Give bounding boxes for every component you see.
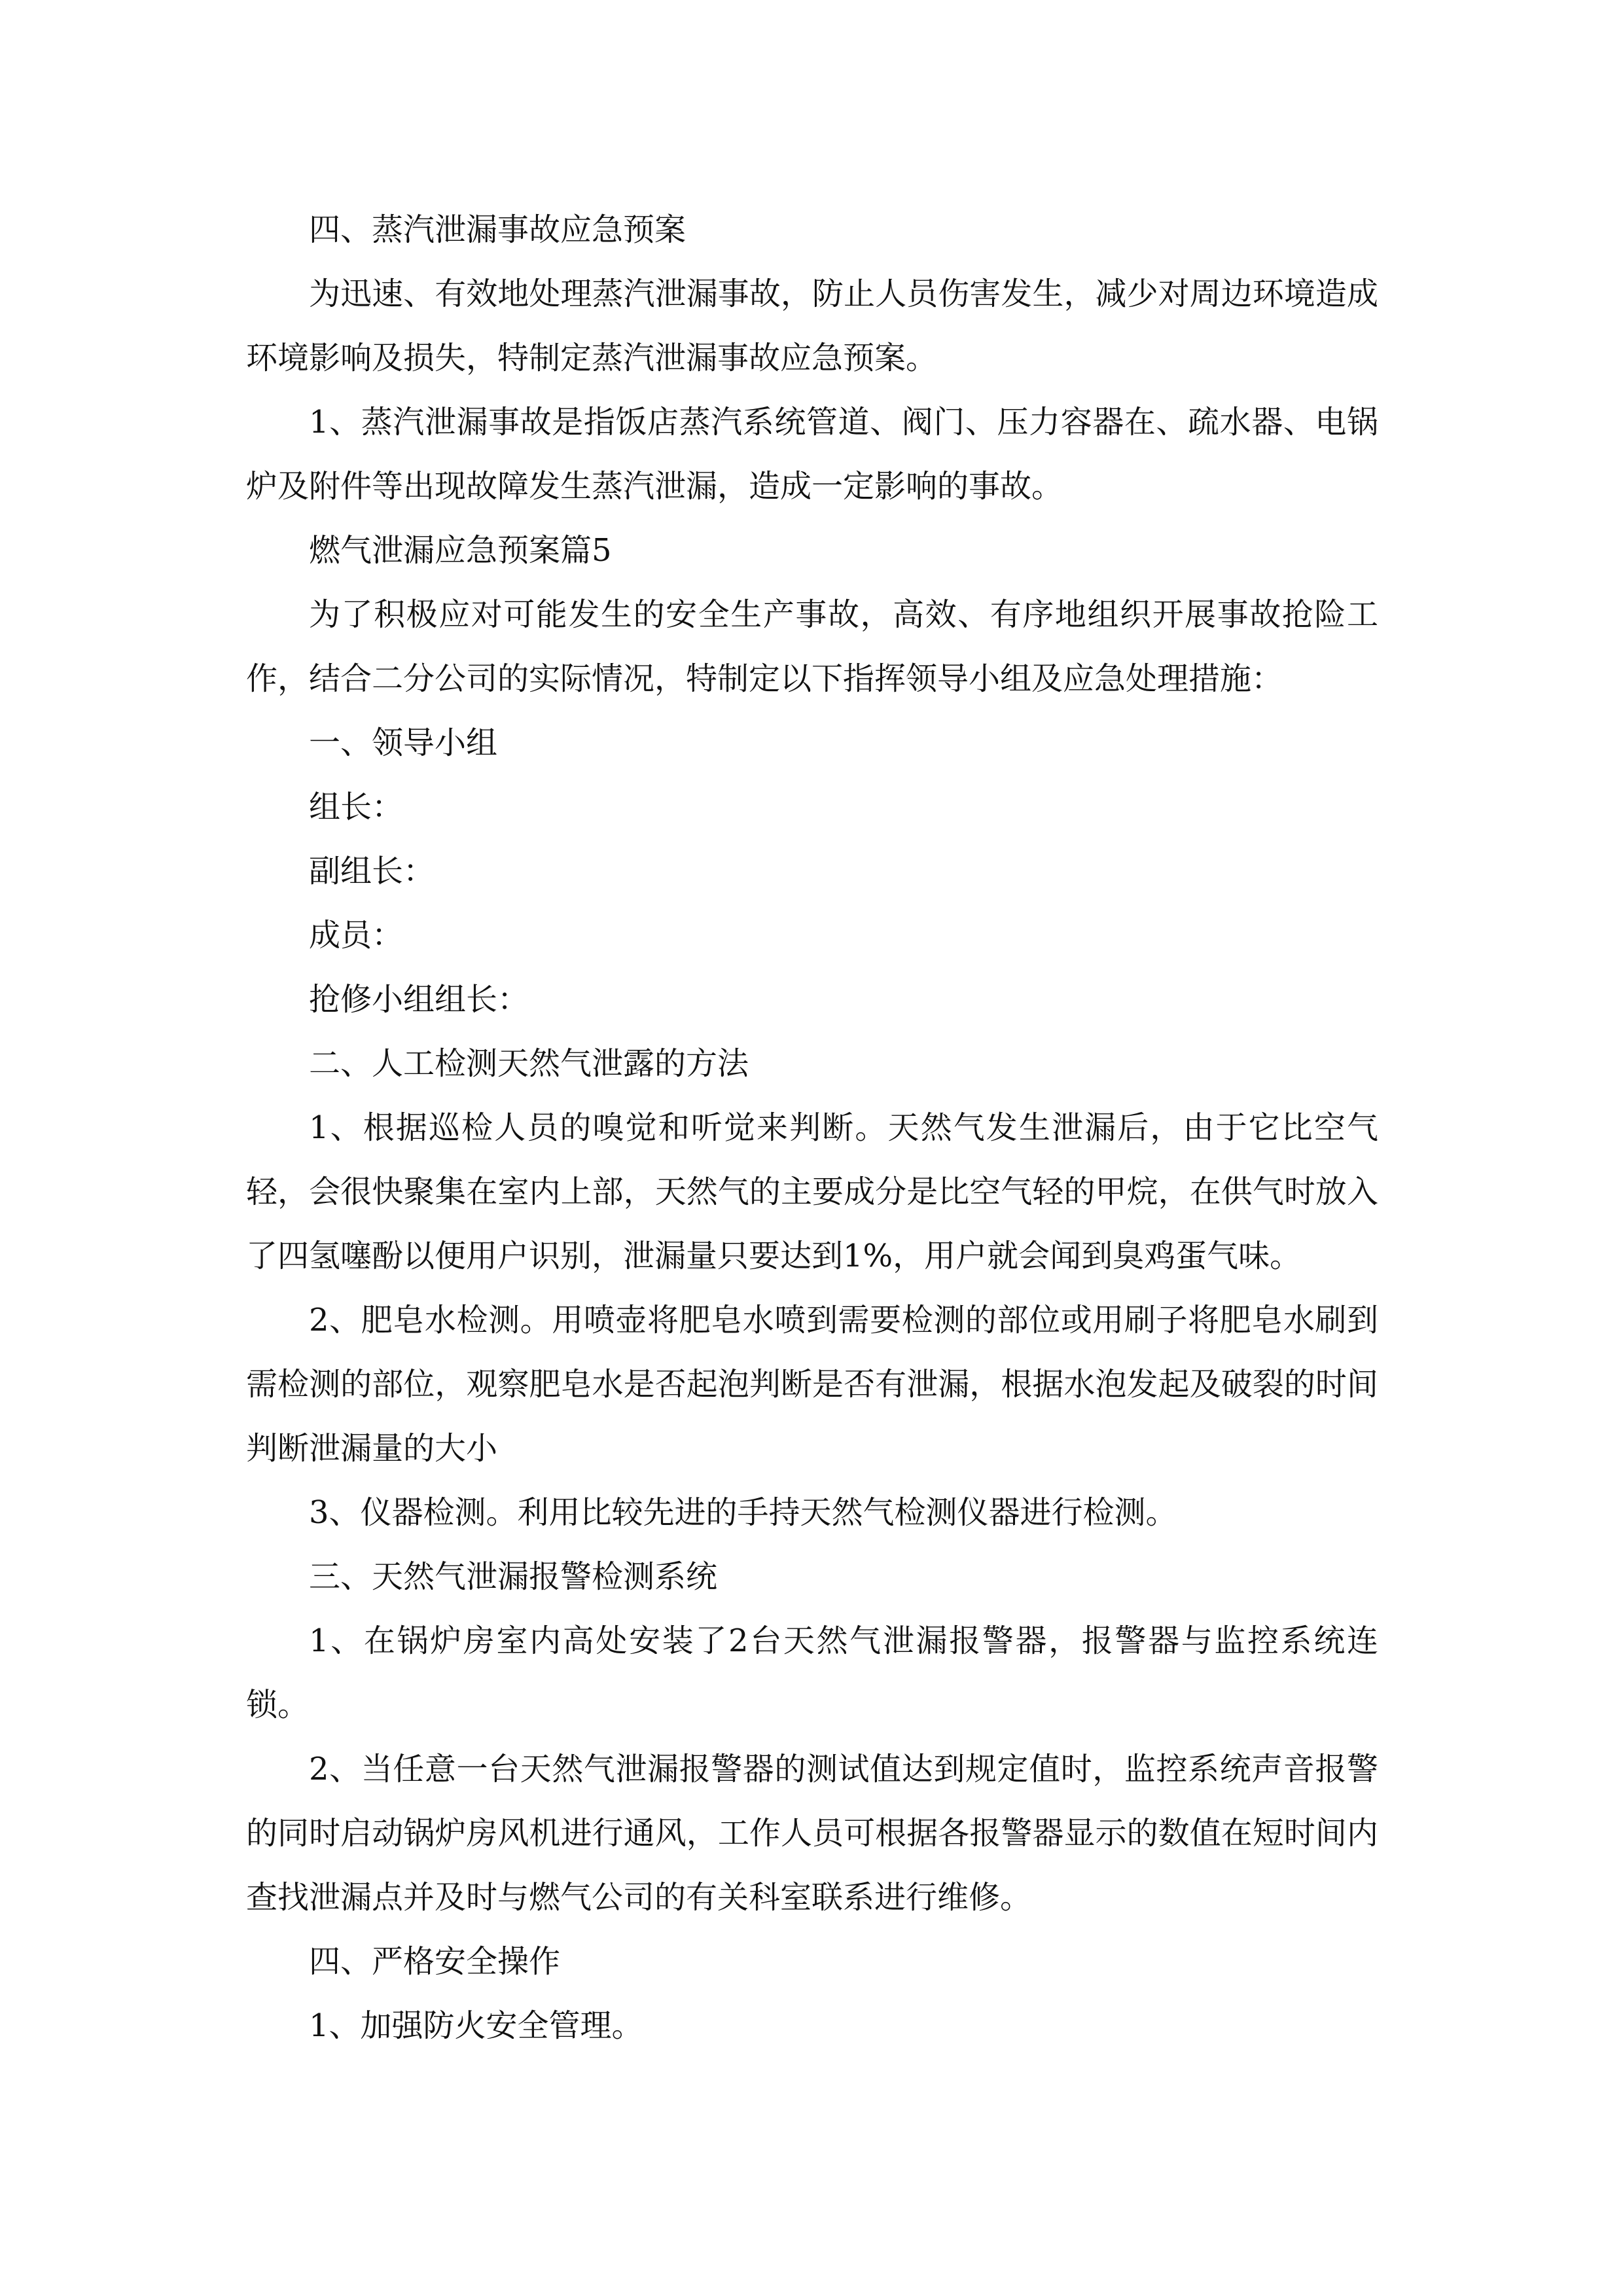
paragraph-steam-purpose: 为迅速、有效地处理蒸汽泄漏事故，防止人员伤害发生，减少对周边环境造成环境影响及损失，特制定蒸汽泄漏事故应急预案。	[246, 276, 1378, 376]
paragraph-gas-purpose: 为了积极应对可能发生的安全生产事故，高效、有序地组织开展事故抢险工作，结合二分公司的实际情况，特制定以下指挥领导小组及应急处理措施：	[246, 596, 1378, 697]
section-heading-manual-detection: 二、人工检测天然气泄露的方法	[309, 1045, 749, 1082]
chapter-title-gas-leak: 燃气泄漏应急预案篇5	[309, 532, 612, 569]
paragraph-detection-smell: 1、根据巡检人员的嗅觉和听觉来判断。天然气发生泄漏后，由于它比空气轻，会很快聚集在室内上部，天然气的主要成分是比空气轻的甲烷，在供气时放入了四氢噻酚以便用户识别，泄漏量只要达到1%，用户就会闻到臭鸡蛋气味。	[246, 1109, 1378, 1274]
paragraph-detection-instrument: 3、仪器检测。利用比较先进的手持天然气检测仪器进行检测。	[309, 1494, 1177, 1531]
paragraph-steam-definition: 1、蒸汽泄漏事故是指饭店蒸汽系统管道、阀门、压力容器在、疏水器、电锅炉及附件等出现故障发生蒸汽泄漏，造成一定影响的事故。	[246, 404, 1378, 505]
paragraph-detection-soap: 2、肥皂水检测。用喷壶将肥皂水喷到需要检测的部位或用刷子将肥皂水刷到需检测的部位，观察肥皂水是否起泡判断是否有泄漏，根据水泡发起及破裂的时间判断泄漏量的大小	[246, 1302, 1378, 1467]
paragraph-alarm-install: 1、在锅炉房室内高处安装了2台天然气泄漏报警器，报警器与监控系统连锁。	[246, 1623, 1378, 1723]
section-heading-leadership: 一、领导小组	[309, 725, 498, 761]
paragraph-fire-safety: 1、加强防火安全管理。	[309, 2007, 643, 2044]
field-repair-team-leader: 抢修小组组长：	[309, 981, 529, 1018]
document-body	[246, 198, 1378, 2058]
section-heading-alarm-system: 三、天然气泄漏报警检测系统	[309, 1558, 718, 1595]
section-heading-safe-operation: 四、严格安全操作	[309, 1943, 561, 1980]
field-members: 成员：	[309, 917, 404, 954]
paragraph-alarm-response: 2、当任意一台天然气泄漏报警器的测试值达到规定值时，监控系统声音报警的同时启动锅炉房风机进行通风，工作人员可根据各报警器显示的数值在短时间内查找泄漏点并及时与燃气公司的有关科室联系进行维修。	[246, 1751, 1378, 1916]
field-team-leader: 组长：	[309, 789, 404, 825]
field-deputy-leader: 副组长：	[309, 853, 435, 889]
section-heading-steam-leak: 四、蒸汽泄漏事故应急预案	[309, 211, 687, 248]
